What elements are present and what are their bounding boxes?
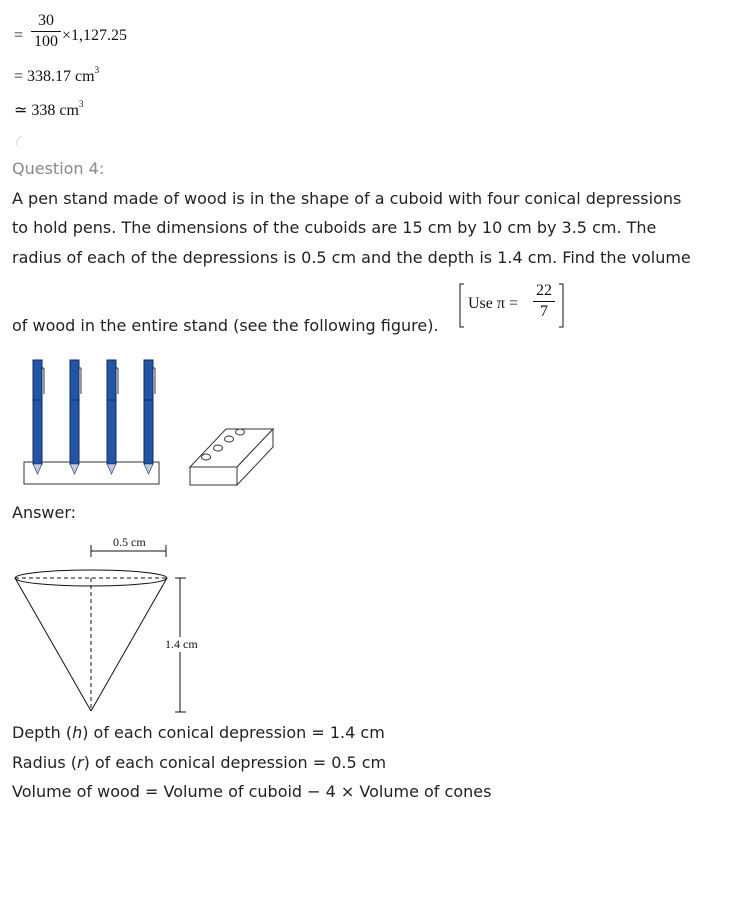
depth-statement (12, 718, 385, 748)
equals-sign: = (14, 27, 24, 44)
result-line-2-prefix: ≃ (14, 102, 28, 119)
result-line-2 (14, 100, 83, 120)
pen-3 (107, 360, 118, 474)
fraction-30-over-100 (31, 12, 61, 51)
radius-suffix: ) of each conical depression = 0.5 cm (83, 753, 387, 772)
result-line-1 (14, 65, 100, 86)
pi-numerator: 22 (536, 282, 552, 299)
answer-label: Answer: (12, 503, 77, 522)
pen-1 (33, 360, 44, 474)
pen-stand-figure (20, 356, 282, 492)
pen-2 (70, 360, 81, 474)
stand-base (24, 462, 159, 484)
radius-label: 0.5 cm (113, 535, 146, 549)
pi-fraction (533, 282, 555, 321)
cone-figure (10, 538, 210, 718)
volume-statement: Volume of wood = Volume of cuboid − 4 × Volume of cones (12, 782, 492, 801)
result-line-2-exponent: 3 (78, 99, 84, 109)
use-pi-text: Use π = (468, 295, 518, 312)
depth-prefix: Depth ( (12, 723, 73, 742)
pen-4 (144, 360, 155, 474)
radius-variable: r (76, 753, 84, 772)
question-line-4: of wood in the entire stand (see the following figure). (12, 316, 439, 335)
question-line-2: to hold pens. The dimensions of the cuboids are 15 cm by 10 cm by 3.5 cm. The (12, 218, 657, 237)
faint-mark-icon (12, 134, 26, 148)
depth-label: 1.4 cm (165, 637, 198, 651)
fraction-denominator: 100 (34, 33, 58, 50)
radius-statement (12, 748, 386, 778)
pi-denominator: 7 (540, 303, 548, 320)
fraction-bar (31, 31, 61, 32)
question-line-3: radius of each of the depressions is 0.5 cm and the depth is 1.4 cm. Find the volume (12, 248, 691, 267)
result-line-1-value: 338.17 cm (27, 68, 95, 85)
result-line-1-exponent: 3 (94, 65, 100, 75)
fraction-numerator: 30 (38, 12, 54, 29)
result-line-2-value: 338 cm (31, 102, 79, 119)
use-pi-hint (458, 281, 565, 330)
depth-suffix: ) of each conical depression = 1.4 cm (82, 723, 385, 742)
radius-prefix: Radius ( (12, 753, 77, 772)
question-line-1: A pen stand made of wood is in the shape of a cuboid with four conical depressions (12, 189, 682, 208)
depth-variable: h (72, 723, 83, 742)
pi-fraction-bar (533, 301, 555, 302)
question-heading: Question 4: (12, 159, 105, 178)
result-line-1-prefix: = (14, 68, 24, 85)
multiplier-text: ×1,127.25 (62, 27, 128, 44)
cuboid-stand (190, 429, 273, 485)
